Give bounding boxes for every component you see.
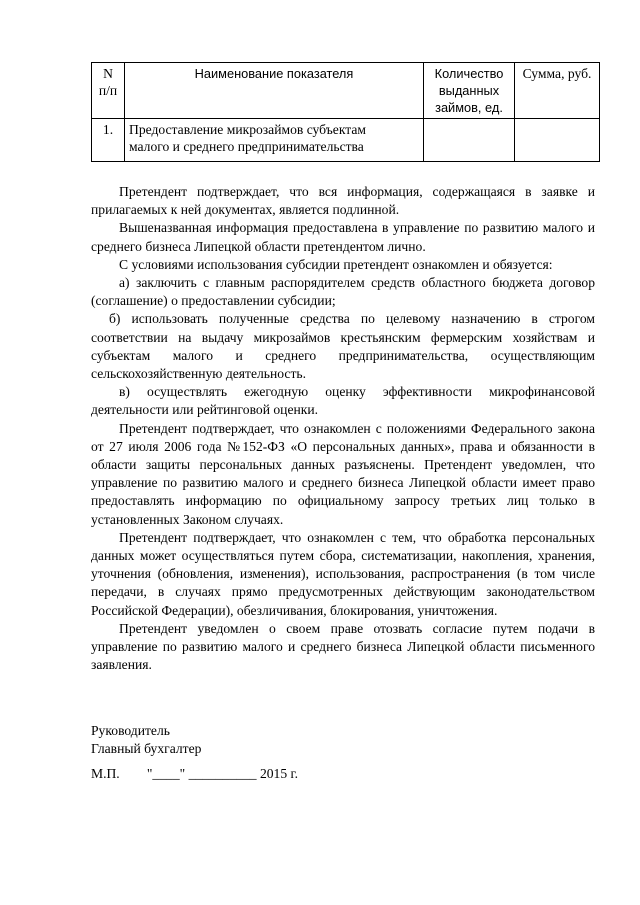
indicators-table <box>91 62 600 162</box>
signature-accountant: Главный бухгалтер <box>91 741 202 757</box>
header-number: N п/п <box>92 63 125 119</box>
paragraph-obligation-c: в) осуществлять ежегодную оценку эффективности микрофинансовой деятельности или рейтинговой оценки. <box>91 384 595 418</box>
row-loan-count <box>424 119 515 162</box>
row-sum <box>515 119 600 162</box>
row-number: 1. <box>92 119 125 162</box>
paragraph-obligation-b: б) использовать полученные средства по целевому назначению в строгом соответствии на выдачу микрозаймов крестьянским фермерским хозяйствам и субъектам малого и среднего предпринимательства, осуществляющим сельскохозяйственную деятельность. <box>91 311 595 382</box>
header-indicator-name: Наименование показателя <box>125 63 424 119</box>
signature-head: Руководитель <box>91 723 170 738</box>
signature-block <box>91 722 201 758</box>
paragraph-personal-data-law: Претендент подтверждает, что ознакомлен с положениями Федерального закона от 27 июля 2006 года №152-ФЗ «О персональных данных», права и обязанности в области защиты персональных данных разъяснены. Претендент уведомлен, что управление по развитию малого и среднего бизнеса Липецкой области имеет право предоставлять информацию по официальному запросу третьих лиц только в установленных Законом случаях. <box>91 420 595 527</box>
paragraph-obligation-a: а) заключить с главным распорядителем средств областного бюджета договор (соглашение) о предоставлении субсидии; <box>91 275 595 309</box>
table-header-row <box>92 63 600 119</box>
declaration-text <box>91 183 595 674</box>
row-indicator-name: Предоставление микрозаймов субъектам малого и среднего предпринимательства <box>125 119 424 162</box>
table-row <box>92 119 600 162</box>
header-sum: Сумма, руб. <box>515 63 600 119</box>
paragraph-conditions: С условиями использования субсидии претендент ознакомлен и обязуется: <box>119 256 553 272</box>
stamp-date-line: М.П. "____" __________ 2015 г. <box>91 766 298 781</box>
header-loan-count: Количество выданных займов, ед. <box>424 63 515 119</box>
paragraph-consent-withdrawal: Претендент уведомлен о своем праве отозвать согласие путем подачи в управление по развитию малого и среднего бизнеса Липецкой области письменного заявления. <box>91 620 595 673</box>
paragraph-submission: Вышеназванная информация предоставлена в управление по развитию малого и среднего бизнеса Липецкой области претендентом лично. <box>91 220 595 254</box>
paragraph-data-processing: Претендент подтверждает, что ознакомлен с тем, что обработка персональных данных может осуществляться путем сбора, систематизации, накопления, хранения, уточнения (обновления, изменения), использования, распространения (в том числе передачи, в случаях прямо предусмотренных действующим законодательством Российской Федерации), обезличивания, блокирования, уничтожения. <box>91 529 595 618</box>
paragraph-authenticity: Претендент подтверждает, что вся информация, содержащаяся в заявке и прилагаемых к ней документах, является подлинной. <box>91 184 595 218</box>
